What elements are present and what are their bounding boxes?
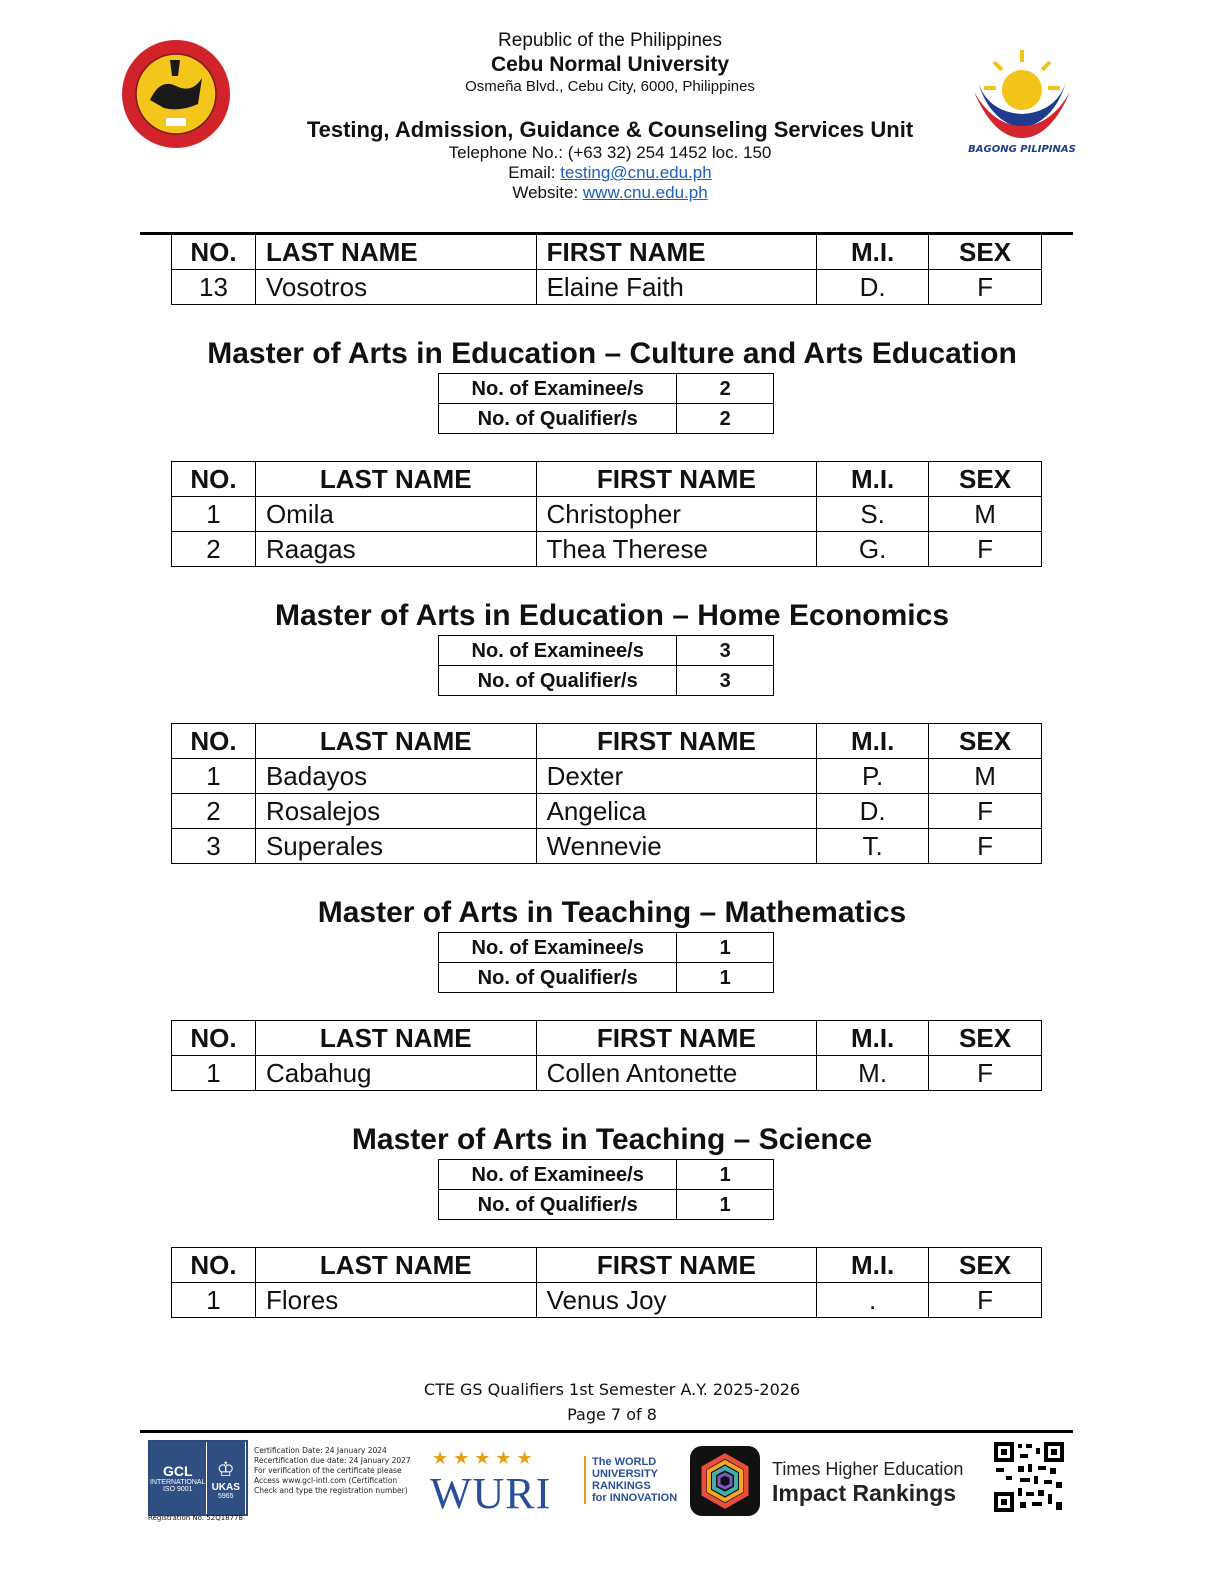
program-title: Master of Arts in Education – Culture and Arts Education: [207, 337, 1017, 370]
qualifiers-count: 1: [677, 1190, 774, 1220]
cell-sex: F: [929, 794, 1042, 829]
cell-first-name: Thea Therese: [536, 532, 817, 567]
col-no: NO.: [172, 724, 256, 759]
table-row: [172, 829, 1042, 864]
cell-mi: P.: [817, 759, 929, 794]
qualifiers-table: [171, 1247, 1042, 1318]
table-header-row: [172, 1248, 1042, 1283]
website-label: Website:: [512, 183, 583, 202]
cell-no: 1: [172, 759, 256, 794]
wuri-wordmark: WURI: [430, 1469, 552, 1518]
letterhead: [0, 0, 1224, 236]
col-mi: M.I.: [817, 462, 929, 497]
col-no: NO.: [172, 235, 256, 270]
qualifiers-label: No. of Qualifier/s: [439, 963, 677, 993]
cell-mi: T.: [817, 829, 929, 864]
examinees-label: No. of Examinee/s: [439, 636, 677, 666]
cell-last-name: Badayos: [255, 759, 536, 794]
qualifiers-label: No. of Qualifier/s: [439, 666, 677, 696]
cell-sex: M: [929, 759, 1042, 794]
col-sex: SEX: [929, 1248, 1042, 1283]
unit-name: Testing, Admission, Guidance & Counseling Services Unit: [306, 117, 914, 142]
examinees-label: No. of Examinee/s: [439, 1160, 677, 1190]
cert-line: For verification of the certificate please: [254, 1466, 402, 1475]
table-row: [172, 270, 1042, 305]
wuri-description: [584, 1456, 677, 1504]
col-sex: SEX: [929, 462, 1042, 497]
the-line-1: Times Higher Education: [772, 1459, 964, 1479]
examinees-count: 2: [677, 374, 774, 404]
times-higher-education-text: [772, 1458, 963, 1506]
col-last-name: LAST NAME: [255, 724, 536, 759]
wuri-desc-line: The WORLD: [592, 1456, 657, 1468]
table-row: [172, 759, 1042, 794]
col-first-name: FIRST NAME: [536, 1021, 817, 1056]
program-counts-table: [438, 373, 774, 434]
email-line: [270, 163, 950, 183]
gcl-ukas-badge: [148, 1440, 248, 1516]
ukas-label: UKAS: [211, 1481, 240, 1493]
program-title: Master of Arts in Teaching – Science: [351, 1123, 873, 1156]
gcl-label: GCL: [162, 1463, 193, 1479]
stars-icon: ★★★★★: [432, 1448, 538, 1468]
certification-info: [254, 1446, 424, 1496]
qualifiers-table: [171, 1020, 1042, 1091]
cell-first-name: Angelica: [536, 794, 817, 829]
email-label: Email:: [508, 163, 561, 182]
program-title: Master of Arts in Education – Home Economics: [274, 599, 950, 632]
col-mi: M.I.: [817, 1248, 929, 1283]
cell-first-name: Christopher: [536, 497, 817, 532]
cell-mi: M.: [817, 1056, 929, 1091]
university-seal-icon: [120, 38, 232, 150]
table-row: [172, 1283, 1042, 1318]
website-link[interactable]: www.cnu.edu.ph: [582, 183, 708, 202]
col-last-name: LAST NAME: [255, 1248, 536, 1283]
examinees-row: [439, 1160, 774, 1190]
program-counts-table: [438, 1159, 774, 1220]
qualifiers-label: No. of Qualifier/s: [439, 1190, 677, 1220]
col-no: NO.: [172, 1021, 256, 1056]
examinees-row: [439, 374, 774, 404]
cell-no: 13: [172, 270, 256, 305]
crown-icon: ♔: [216, 1458, 235, 1481]
table-row: [172, 497, 1042, 532]
col-no: NO.: [172, 1248, 256, 1283]
program-counts-table: [438, 932, 774, 993]
cell-first-name: Wennevie: [536, 829, 817, 864]
table-row: [172, 532, 1042, 567]
col-last-name: LAST NAME: [255, 1021, 536, 1056]
continued-names-table: [171, 234, 1042, 305]
col-mi: M.I.: [817, 724, 929, 759]
qualifiers-label: No. of Qualifier/s: [439, 404, 677, 434]
cell-last-name: Raagas: [255, 532, 536, 567]
col-first-name: FIRST NAME: [536, 462, 817, 497]
cell-sex: M: [929, 497, 1042, 532]
cell-mi: S.: [817, 497, 929, 532]
cell-last-name: Vosotros: [255, 270, 536, 305]
qualifiers-row: [439, 404, 774, 434]
examinees-count: 1: [677, 933, 774, 963]
cell-last-name: Cabahug: [255, 1056, 536, 1091]
col-last-name: LAST NAME: [255, 235, 536, 270]
cell-mi: G.: [817, 532, 929, 567]
qualifiers-row: [439, 1190, 774, 1220]
cell-no: 1: [172, 1283, 256, 1318]
iso-label: ISO 9001: [162, 1486, 193, 1493]
university-name: Cebu Normal University: [490, 53, 730, 76]
col-mi: M.I.: [817, 1021, 929, 1056]
cell-no: 2: [172, 794, 256, 829]
qualifiers-count: 1: [677, 963, 774, 993]
cell-sex: F: [929, 532, 1042, 567]
col-first-name: FIRST NAME: [536, 1248, 817, 1283]
examinees-count: 1: [677, 1160, 774, 1190]
gcl-logo-icon: [150, 1442, 207, 1514]
the-line-2: Impact Rankings: [772, 1480, 957, 1506]
cell-first-name: Elaine Faith: [536, 270, 817, 305]
cell-sex: F: [929, 1283, 1042, 1318]
col-first-name: FIRST NAME: [536, 724, 817, 759]
page-number: Page 7 of 8: [567, 1405, 657, 1424]
cert-line: Check and type the registration number): [254, 1486, 408, 1495]
website-line: [270, 183, 950, 203]
ukas-logo-icon: [207, 1442, 247, 1514]
wuri-desc-line: for INNOVATION: [592, 1492, 678, 1504]
examinees-count: 3: [677, 636, 774, 666]
cell-mi: D.: [817, 270, 929, 305]
examinees-label: No. of Examinee/s: [439, 374, 677, 404]
times-higher-education-logo-icon: [690, 1446, 760, 1516]
table-header-row: [172, 1021, 1042, 1056]
col-sex: SEX: [929, 235, 1042, 270]
cell-sex: F: [929, 829, 1042, 864]
col-no: NO.: [172, 462, 256, 497]
cell-sex: F: [929, 1056, 1042, 1091]
cell-no: 1: [172, 497, 256, 532]
cell-last-name: Rosalejos: [255, 794, 536, 829]
footer-divider: [140, 1430, 1073, 1433]
wuri-logo: [428, 1448, 678, 1518]
cell-sex: F: [929, 270, 1042, 305]
examinees-row: [439, 636, 774, 666]
qualifiers-count: 2: [677, 404, 774, 434]
program-title: Master of Arts in Teaching – Mathematics: [317, 896, 907, 929]
qualifiers-table: [171, 461, 1042, 567]
university-address: Osmeña Blvd., Cebu City, 6000, Philippines: [465, 78, 755, 95]
cell-first-name: Collen Antonette: [536, 1056, 817, 1091]
col-sex: SEX: [929, 1021, 1042, 1056]
cell-no: 3: [172, 829, 256, 864]
qualifiers-count: 3: [677, 666, 774, 696]
country-line: Republic of the Philippines: [498, 30, 722, 51]
cert-line: Access www.gcl-intl.com (Certification: [254, 1476, 398, 1485]
table-header-row: [172, 462, 1042, 497]
document-name: CTE GS Qualifiers 1st Semester A.Y. 2025-2026: [423, 1380, 801, 1399]
letterhead-text: [270, 30, 950, 203]
registration-number: Registration No. 52Q18778: [148, 1514, 243, 1522]
cell-last-name: Omila: [255, 497, 536, 532]
telephone-line: Telephone No.: (+63 32) 254 1452 loc. 150: [448, 143, 772, 162]
cell-first-name: Dexter: [536, 759, 817, 794]
table-row: [172, 1056, 1042, 1091]
qualifiers-row: [439, 963, 774, 993]
cell-mi: .: [817, 1283, 929, 1318]
cell-mi: D.: [817, 794, 929, 829]
cert-line: Certification Date: 24 January 2024: [254, 1446, 387, 1455]
table-row: [172, 794, 1042, 829]
col-first-name: FIRST NAME: [536, 235, 817, 270]
ukas-number: 5965: [217, 1492, 234, 1500]
table-header-row: [172, 235, 1042, 270]
qualifiers-row: [439, 666, 774, 696]
table-header-row: [172, 724, 1042, 759]
cert-line: Recertification due date: 24 January 2027: [254, 1456, 411, 1465]
wuri-desc-line: UNIVERSITY: [592, 1468, 659, 1480]
col-sex: SEX: [929, 724, 1042, 759]
cell-last-name: Superales: [255, 829, 536, 864]
col-last-name: LAST NAME: [255, 462, 536, 497]
col-mi: M.I.: [817, 235, 929, 270]
bagong-pilipinas-label: BAGONG PILIPINAS: [968, 144, 1076, 155]
cell-no: 1: [172, 1056, 256, 1091]
gcl-sub-label: INTERNATIONAL: [150, 1479, 206, 1486]
bagong-pilipinas-logo-icon: [960, 42, 1084, 158]
examinees-row: [439, 933, 774, 963]
qualifiers-table: [171, 723, 1042, 864]
email-link[interactable]: testing@cnu.edu.ph: [560, 163, 712, 182]
cell-no: 2: [172, 532, 256, 567]
qr-code-icon[interactable]: [992, 1440, 1066, 1514]
examinees-label: No. of Examinee/s: [439, 933, 677, 963]
wuri-desc-line: RANKINGS: [592, 1480, 651, 1492]
cell-first-name: Venus Joy: [536, 1283, 817, 1318]
program-counts-table: [438, 635, 774, 696]
cell-last-name: Flores: [255, 1283, 536, 1318]
